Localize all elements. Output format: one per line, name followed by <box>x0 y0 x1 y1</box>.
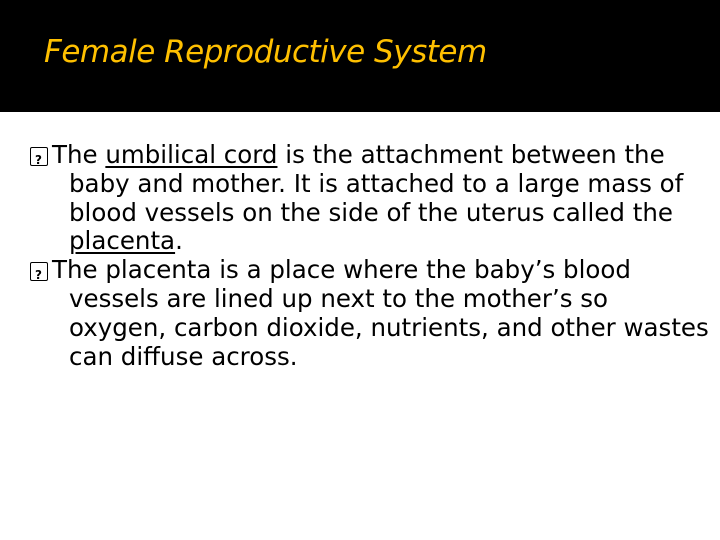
slide-title: Female Reproductive System <box>44 34 487 70</box>
bullet-item-umbilical-cord <box>30 141 710 256</box>
bullet-text: The placenta is a place where the baby’s blood vessels are lined up next to the mother’s so oxygen, carbon dioxide, nutrients, and other wastes can diffuse across. <box>52 255 709 371</box>
bullet-text: The <box>52 140 106 169</box>
bullet-icon <box>30 262 48 281</box>
bullet-text: . <box>175 226 183 256</box>
bullet-item-placenta <box>30 256 710 371</box>
title-bar <box>0 0 720 112</box>
term-placenta: placenta <box>69 226 176 256</box>
slide-body <box>30 141 710 371</box>
term-umbilical-cord: umbilical cord <box>105 140 278 169</box>
bullet-icon <box>30 147 48 166</box>
bullet-text: is the attachment between the baby and mother. It is attached to a large mass of blood vessels on the side of the uterus called the <box>69 140 684 227</box>
